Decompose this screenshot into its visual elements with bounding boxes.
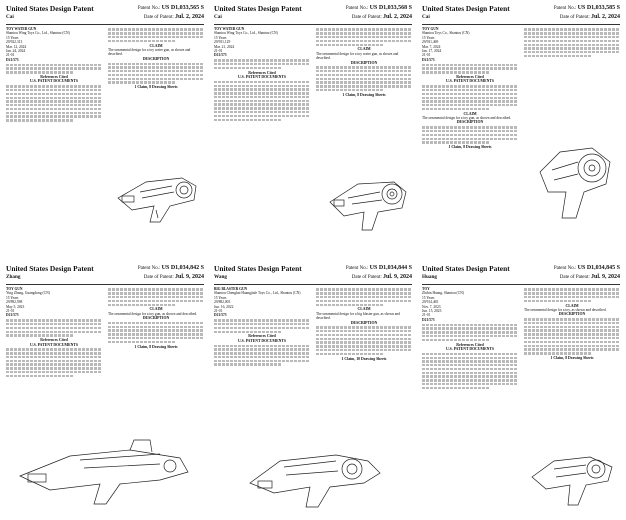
us-class: D21/573 <box>422 317 435 322</box>
left-column <box>6 287 102 379</box>
drawing-sheets: 1 Claim, 8 Drawing Sheets <box>134 344 178 349</box>
right-column <box>316 287 412 361</box>
product-name: TOY GUN <box>422 27 439 31</box>
patent-title: United States Design Patent <box>6 4 94 13</box>
priority-date: Jan. 17, 2024 <box>422 49 442 54</box>
patent-date: Date of Patent: Jul. 2, 2024 <box>559 14 620 20</box>
patent-date: Date of Patent: Jul. 9, 2024 <box>143 274 204 280</box>
applicant: Ying Zhang, Guangdong (CN) <box>6 291 50 296</box>
term: 15 Years <box>6 295 19 300</box>
filed-date: Nov. 7, 2023 <box>422 304 441 309</box>
drawing-sheets: 1 Claim, 10 Drawing Sheets <box>341 356 387 361</box>
product-name: TOY GUN <box>6 287 23 291</box>
term: 15 Years <box>422 295 435 300</box>
references-heading: References Cited <box>248 70 276 75</box>
description-heading: DESCRIPTION <box>142 56 170 61</box>
priority-date: Jun. 15, 2023 <box>422 309 442 314</box>
patent-date: Date of Patent: Jul. 2, 2024 <box>351 14 412 20</box>
patent-drawing <box>530 122 620 242</box>
header-rule <box>6 24 204 25</box>
patent-page-4 <box>2 262 208 518</box>
patent-drawing <box>112 152 204 252</box>
inventor-surname: Cai <box>422 14 430 20</box>
claim-heading: CLAIM <box>565 303 579 308</box>
right-column <box>108 27 204 90</box>
filed-date: Mar. 7, 2024 <box>422 44 441 49</box>
patent-number: Patent No.: US D1,033,585 S <box>553 5 620 11</box>
header-rule <box>214 284 412 285</box>
inventor-surname: Huang <box>422 274 437 280</box>
left-column <box>422 287 518 391</box>
claim-text: The ornamental design for a big blaster gun, as shown and described. <box>316 311 400 321</box>
left-column <box>6 27 102 123</box>
patent-date: Date of Patent: Jul. 2, 2024 <box>143 14 204 20</box>
us-patent-documents: U.S. PATENT DOCUMENTS <box>237 74 287 79</box>
patent-header <box>6 264 204 284</box>
term: 15 Years <box>214 35 227 40</box>
patent-drawing <box>322 162 412 252</box>
applicant: Shantou Wing Toys Co., Ltd., Shantou (CN) <box>6 31 70 36</box>
left-column <box>422 27 518 150</box>
description-heading: DESCRIPTION <box>350 320 378 325</box>
applicant: Shantou Toys Co., Shantou (CN) <box>422 31 470 36</box>
filed-date: Mar. 21, 2024 <box>214 44 235 49</box>
loc-class: 21-01 <box>6 53 15 58</box>
us-patent-documents: U.S. PATENT DOCUMENTS <box>29 79 79 84</box>
left-column <box>214 287 310 367</box>
inventor-surname: Wang <box>214 274 227 280</box>
patent-number: Patent No.: US D1,033,565 S <box>137 5 204 11</box>
patent-date: Date of Patent: Jul. 9, 2024 <box>351 274 412 280</box>
loc-class: 21-01 <box>214 309 223 314</box>
term: 15 Years <box>422 35 435 40</box>
applicant: Zhibin Huang, Shantou (CN) <box>422 291 464 296</box>
inventor-surname: Cai <box>6 14 14 20</box>
header-rule <box>422 24 620 25</box>
us-class: D21/573 <box>214 313 227 318</box>
claim-heading: CLAIM <box>357 47 371 52</box>
header-rule <box>214 24 412 25</box>
patent-title: United States Design Patent <box>214 4 302 13</box>
patent-number: Patent No.: US D1,033,568 S <box>345 5 412 11</box>
filed-date: May 5, 2023 <box>6 304 25 309</box>
patent-page-3 <box>418 2 624 258</box>
patent-header <box>214 264 412 284</box>
appl-no: 29/882,003 <box>214 300 231 305</box>
loc-class: 21-01 <box>422 313 431 318</box>
left-column <box>214 27 310 122</box>
right-column <box>316 27 412 97</box>
claim-text: The ornamental design for a toy, as shown and described. <box>524 307 607 312</box>
us-class: D21/573 <box>6 313 19 318</box>
applicant: Shantou Wing Toys Co., Ltd., Shantou (CN) <box>214 31 278 36</box>
appl-no: 29/931,469 <box>422 40 439 45</box>
inventor-surname: Cai <box>214 14 222 20</box>
references-heading: References Cited <box>456 342 484 347</box>
patent-number: Patent No.: US D1,034,845 S <box>553 265 620 271</box>
patent-date: Date of Patent: Jul. 9, 2024 <box>559 274 620 280</box>
inventor-surname: Zhang <box>6 274 21 280</box>
description-heading: DESCRIPTION <box>142 316 170 321</box>
references-heading: References Cited <box>248 334 276 339</box>
priority-date: Jan. 24, 2024 <box>6 49 26 54</box>
patent-header <box>422 264 620 284</box>
patent-number: Patent No.: US D1,034,842 S <box>137 265 204 271</box>
description-heading: DESCRIPTION <box>558 312 586 317</box>
patent-title: United States Design Patent <box>422 4 510 13</box>
patent-page-1 <box>2 2 208 258</box>
claim-heading: CLAIM <box>357 307 371 312</box>
references-heading: References Cited <box>40 338 68 343</box>
right-column <box>524 27 620 59</box>
term: 15 Years <box>214 295 227 300</box>
us-class: D21/573 <box>6 57 19 62</box>
applicant: Shantou Chenghai Huangjiale Toys Co., Ltd., Shantou (CN) <box>214 291 301 296</box>
description-heading: DESCRIPTION <box>350 60 378 65</box>
patent-page-6 <box>418 262 624 518</box>
patent-title: United States Design Patent <box>214 264 302 273</box>
patent-header <box>6 4 204 24</box>
us-patent-documents: U.S. PATENT DOCUMENTS <box>445 346 495 351</box>
header-rule <box>422 284 620 285</box>
product-name: BIG BLASTER GUN <box>214 287 248 291</box>
right-column <box>108 287 204 349</box>
drawing-sheets: 1 Claim, 8 Drawing Sheets <box>448 145 492 150</box>
patent-drawing <box>526 437 620 515</box>
claim-heading: CLAIM <box>149 43 163 48</box>
drawing-sheets: 1 Claim, 8 Drawing Sheets <box>134 85 178 90</box>
drawing-sheets: 1 Claim, 8 Drawing Sheets <box>342 92 386 97</box>
loc-class: 21-01 <box>214 49 223 54</box>
references-heading: References Cited <box>40 74 68 79</box>
claim-heading: CLAIM <box>149 307 163 312</box>
appl-no: 29/922,313 <box>6 40 23 45</box>
drawing-sheets: 1 Claim, 8 Drawing Sheets <box>550 355 594 360</box>
patent-drawing <box>240 437 390 515</box>
loc-class: 21-01 <box>6 309 15 314</box>
patent-header <box>422 4 620 24</box>
product-name: TOY WATER GUN <box>6 27 37 31</box>
us-patent-documents: U.S. PATENT DOCUMENTS <box>237 338 287 343</box>
claim-text: The ornamental design for a toy water gun, as shown and described. <box>316 51 399 61</box>
patent-page-5 <box>210 262 416 518</box>
product-name: TOY <box>422 287 430 291</box>
patent-page-2 <box>210 2 416 258</box>
references-heading: References Cited <box>456 74 484 79</box>
loc-class: 21-01 <box>422 53 431 58</box>
header-rule <box>6 284 204 285</box>
patent-number: Patent No.: US D1,034,844 S <box>345 265 412 271</box>
us-patent-documents: U.S. PATENT DOCUMENTS <box>445 79 495 84</box>
patent-title: United States Design Patent <box>6 264 94 273</box>
patent-drawing <box>10 432 200 512</box>
appl-no: 29/892,598 <box>6 300 23 305</box>
filed-date: Mar. 12, 2024 <box>6 44 27 49</box>
claim-text: The ornamental design for a toy water gun, as shown and described. <box>108 47 191 57</box>
right-column <box>524 287 620 360</box>
us-class: D21/573 <box>214 53 227 58</box>
appl-no: 29/931,129 <box>214 40 231 45</box>
patent-title: United States Design Patent <box>422 264 510 273</box>
filed-date: Jun. 16, 2022 <box>214 304 234 309</box>
us-class: D21/573 <box>422 57 435 62</box>
claim-heading: CLAIM <box>463 111 477 116</box>
claim-text: The ornamental design for a toy gun, as shown and described. <box>108 311 198 316</box>
claim-text: The ornamental design for a toy gun, as shown and described. <box>422 116 512 121</box>
patent-header <box>214 4 412 24</box>
us-patent-documents: U.S. PATENT DOCUMENTS <box>29 342 79 347</box>
description-heading: DESCRIPTION <box>456 120 484 125</box>
term: 15 Years <box>6 35 19 40</box>
product-name: TOY WATER GUN <box>214 27 245 31</box>
appl-no: 29/914,465 <box>422 300 439 305</box>
